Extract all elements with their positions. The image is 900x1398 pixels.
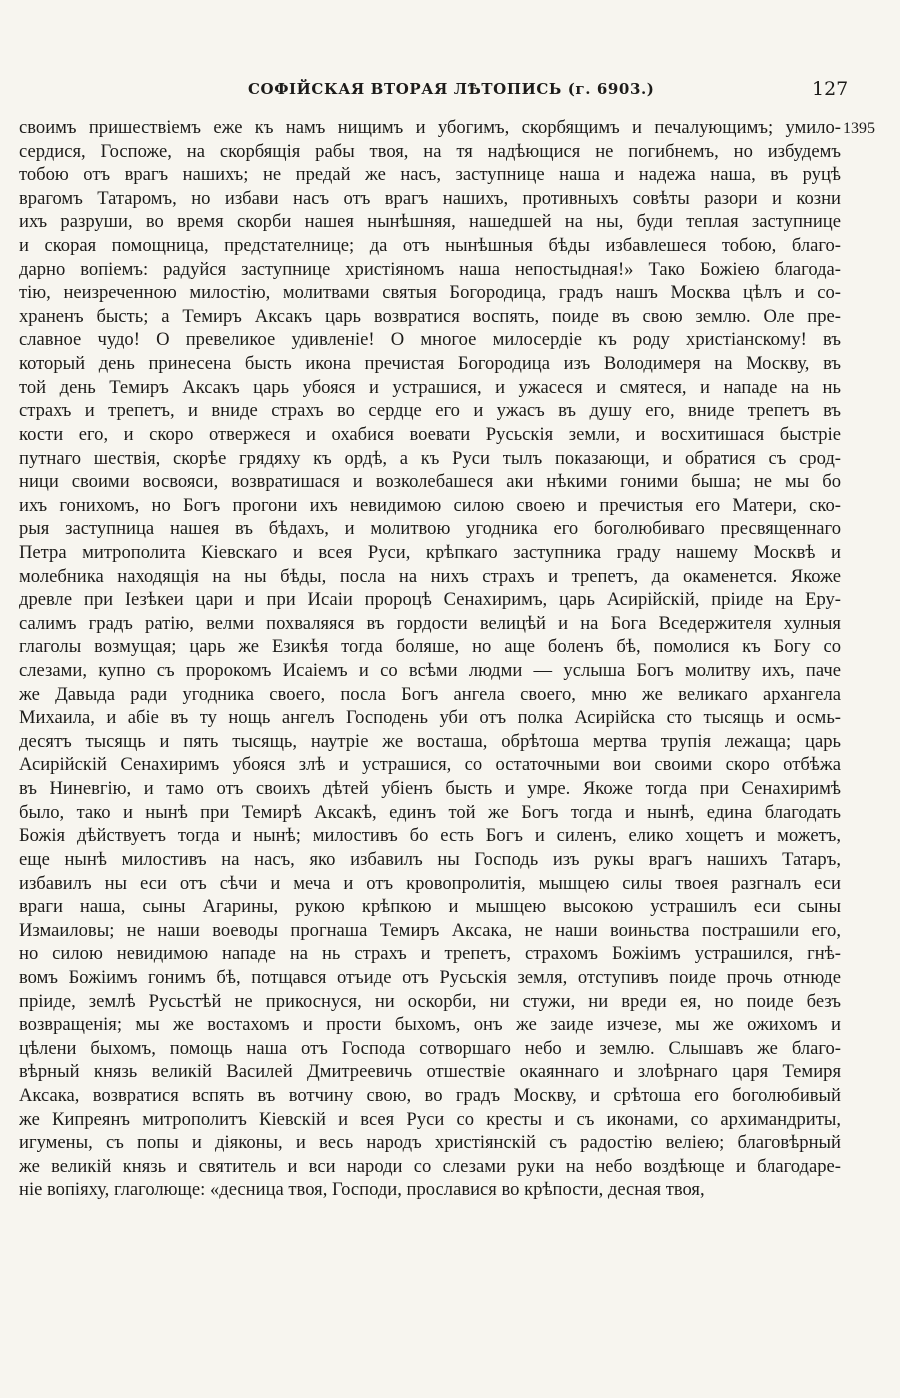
text-line: ници своими восвояси, возвратишася и возколебашеся аки нѣкими гоними быша; не мы бо (19, 471, 841, 493)
text-line: Божія дѣйствуетъ тогда и нынѣ; милостивъ бо есть Богъ и силенъ, елико хощетъ и можетъ, (19, 825, 841, 847)
text-line: Асирійскій Сенахиримъ убояся злѣ и устрашися, со остаточными вои своими скоро отбѣжа (19, 754, 841, 776)
text-line: древле при Іезѣкеи цари и при Исаіи пророцѣ Сенахиримъ, царь Асирійскій, пріиде на Еру- (19, 589, 841, 611)
text-line: сердися, Госпоже, на скорбящія рабы твоя, на тя надѣющися не погибнемъ, но избудемъ (19, 140, 841, 162)
text-line: салимъ градъ ратію, велми похваляяся въ гордости велицѣй и на Бога Вседержителя хулныя (19, 612, 841, 634)
text-line: и скорая помощница, предстателнице; да отъ нынѣшныя бѣды избавлешеся тобою, благо- (19, 235, 841, 257)
text-line: игумены, съ попы и діяконы, и весь народъ христіянскій съ радостію веліею; благовѣрный (19, 1132, 841, 1154)
text-line: вомъ Божіимъ гонимъ бѣ, потщався отъиде отъ Русьскія земля, отступивъ поиде прочь отнюде (19, 966, 841, 988)
text-line: было, тако и нынѣ при Темирѣ Аксакѣ, единъ той же Богъ тогда и нынѣ, едина благодать (19, 801, 841, 823)
text-line: ихъ гонихомъ, но Богъ прогони ихъ невидимою силою своею и пречистыя его Матери, ско- (19, 494, 841, 516)
text-line: дарно вопіемъ: радуйся заступнице христіяномъ наша непостыдная!» Тако Божіею благода- (19, 258, 841, 280)
text-line: возвращенія; мы же востахомъ и прости быхомъ, онъ же заиде изчезе, мы же ожихомъ и (19, 1014, 841, 1036)
text-line: молебника находящія на ны бѣды, посла на нихъ страхъ и трепетъ, да окаменется. Якоже (19, 565, 841, 587)
text-line: который день принесена бысть икона пречистая Богородица изъ Володимеря на Москву, въ (19, 353, 841, 375)
text-line: храненъ бысть; а Темиръ Аксакъ царь возвратися воспять, поиде въ свою землю. Оле пре- (19, 305, 841, 327)
text-line: своимъ пришествіемъ еже къ намъ нищимъ и убогимъ, скорбящимъ и печалующимъ; умило- (19, 117, 841, 138)
text-line: глаголы возмущая; царь же Езикѣя тогда боляше, но аще боленъ бѣ, помолися къ Богу со (19, 636, 841, 658)
text-line: же Кипреянъ митрополитъ Кіевскій и всея Руси со кресты и съ иконами, со архимандриты, (19, 1108, 841, 1130)
text-line: но силою невидимою нападе на нь страхъ и трепетъ, страхомъ Божіимъ устрашился, гнѣ- (19, 943, 841, 965)
text-line: ніе вопіяху, глаголюще: «десница твоя, Господи, прославися во крѣпости, десная твоя, (19, 1179, 705, 1201)
text-line: же великій князь и святитель и вси народи со слезами руки на небо воздѣюще и благодаре- (19, 1155, 841, 1177)
text-line: рыя заступница нашея въ бѣдахъ, и молитвою угодника его боголюбиваго пресвященнаго (19, 518, 841, 540)
page-header (0, 78, 900, 104)
text-line: враги наша, сыны Агарины, рукою крѣпкою и мышцею высокою устрашилъ еси сыны (19, 896, 841, 918)
text-line: тобою отъ врагъ нашихъ; не предай же насъ, заступнице наша и надежа наша, въ руцѣ (19, 164, 841, 186)
text-line: тію, неизреченною милостію, молитвами святыя Богородица, градъ нашъ Москва цѣлъ и со- (19, 282, 841, 304)
text-line: страхъ и трепетъ, и вниде страхъ во сердце его и ужасъ въ душу его, вниде трепетъ въ (19, 400, 841, 422)
text-line: славное чудо! О превеликое удивленіе! О многое милосердіе къ роду христіанскому! въ (19, 329, 841, 351)
text-line: кости его, и скоро отвержеся и охабися воевати Русьскія земли, и восхитишася быстріе (19, 423, 841, 445)
text-line: слезами, купно съ пророкомъ Исаіемъ и со всѣми людми — услыша Богъ молитву ихъ, паче (19, 660, 841, 682)
running-title: СОФІЙСКАЯ ВТОРАЯ ЛѢТОПИСЬ (г. 6903.) (248, 80, 655, 98)
page-number: 127 (812, 78, 849, 100)
text-line: цѣлени быхомъ, помощь наша отъ Господа сотворшаго небо и землю. Слышавъ же благо- (19, 1037, 841, 1059)
text-line: той день Темиръ Аксакъ царь убояся и устрашися, и ужасеся и смятеся, и нападе на нь (19, 376, 841, 398)
text-line: въ Ниневгію, и тамо отъ своихъ дѣтей убіенъ бысть и умре. Якоже тогда при Сенахиримѣ (19, 778, 841, 800)
text-line: еще нынѣ милостивъ на насъ, яко избавилъ ны Господь изъ рукы врагъ нашихъ Татаръ, (19, 848, 841, 870)
text-line: же Давыда ради угодника своего, посла Богъ ангела своего, мню же великаго архангела (19, 683, 841, 705)
text-line: ихъ разруши, во время скорби нашея нынѣшняя, нашедшей на ны, буди теплая заступнице (19, 211, 841, 233)
text-line: путнаго шествія, скорѣе грядяху къ ордѣ, а къ Руси тылъ показающи, и обратися съ срод- (19, 447, 841, 469)
text-line: врагомъ Татаромъ, но избави насъ отъ врагъ нашихъ, противныхъ совѣты разори и козни (19, 187, 841, 209)
text-line: вѣрный князь великій Василей Дмитреевичь отшествіе окаяннаго и злоѣрнаго царя Темиря (19, 1061, 841, 1083)
text-line: Измаиловы; не наши воеводы прогнаша Темиръ Аксака, не наши воиньства пострашили его, (19, 919, 841, 941)
text-line: пріиде, землѣ Русьстѣй не прикоснуся, ни оскорби, ни стужи, ни вреди ея, но поиде безъ (19, 990, 841, 1012)
text-line: десятъ тысящь и пять тысящь, наутріе же восташа, обрѣтоша мертва трупія лежаща; царь (19, 730, 841, 752)
text-line: Михаила, и абіе въ ту нощь ангелъ Господень уби отъ полка Асирійска сто тысящь и осмь- (19, 707, 841, 729)
text-line: Петра митрополита Кіевскаго и всея Руси, крѣпкаго заступника граду нашему Москвѣ и (19, 541, 841, 563)
text-line: избавилъ ны еси отъ сѣчи и меча и отъ кровопролитія, мышцею силы твоея разгналъ еси (19, 872, 841, 894)
chronicle-text (19, 116, 841, 1202)
margin-year-note: 1395 (843, 120, 875, 137)
text-line: Аксака, возвратися вспять въ вотчину свою, во градъ Москву, и срѣтоша его боголюбивый (19, 1084, 841, 1106)
